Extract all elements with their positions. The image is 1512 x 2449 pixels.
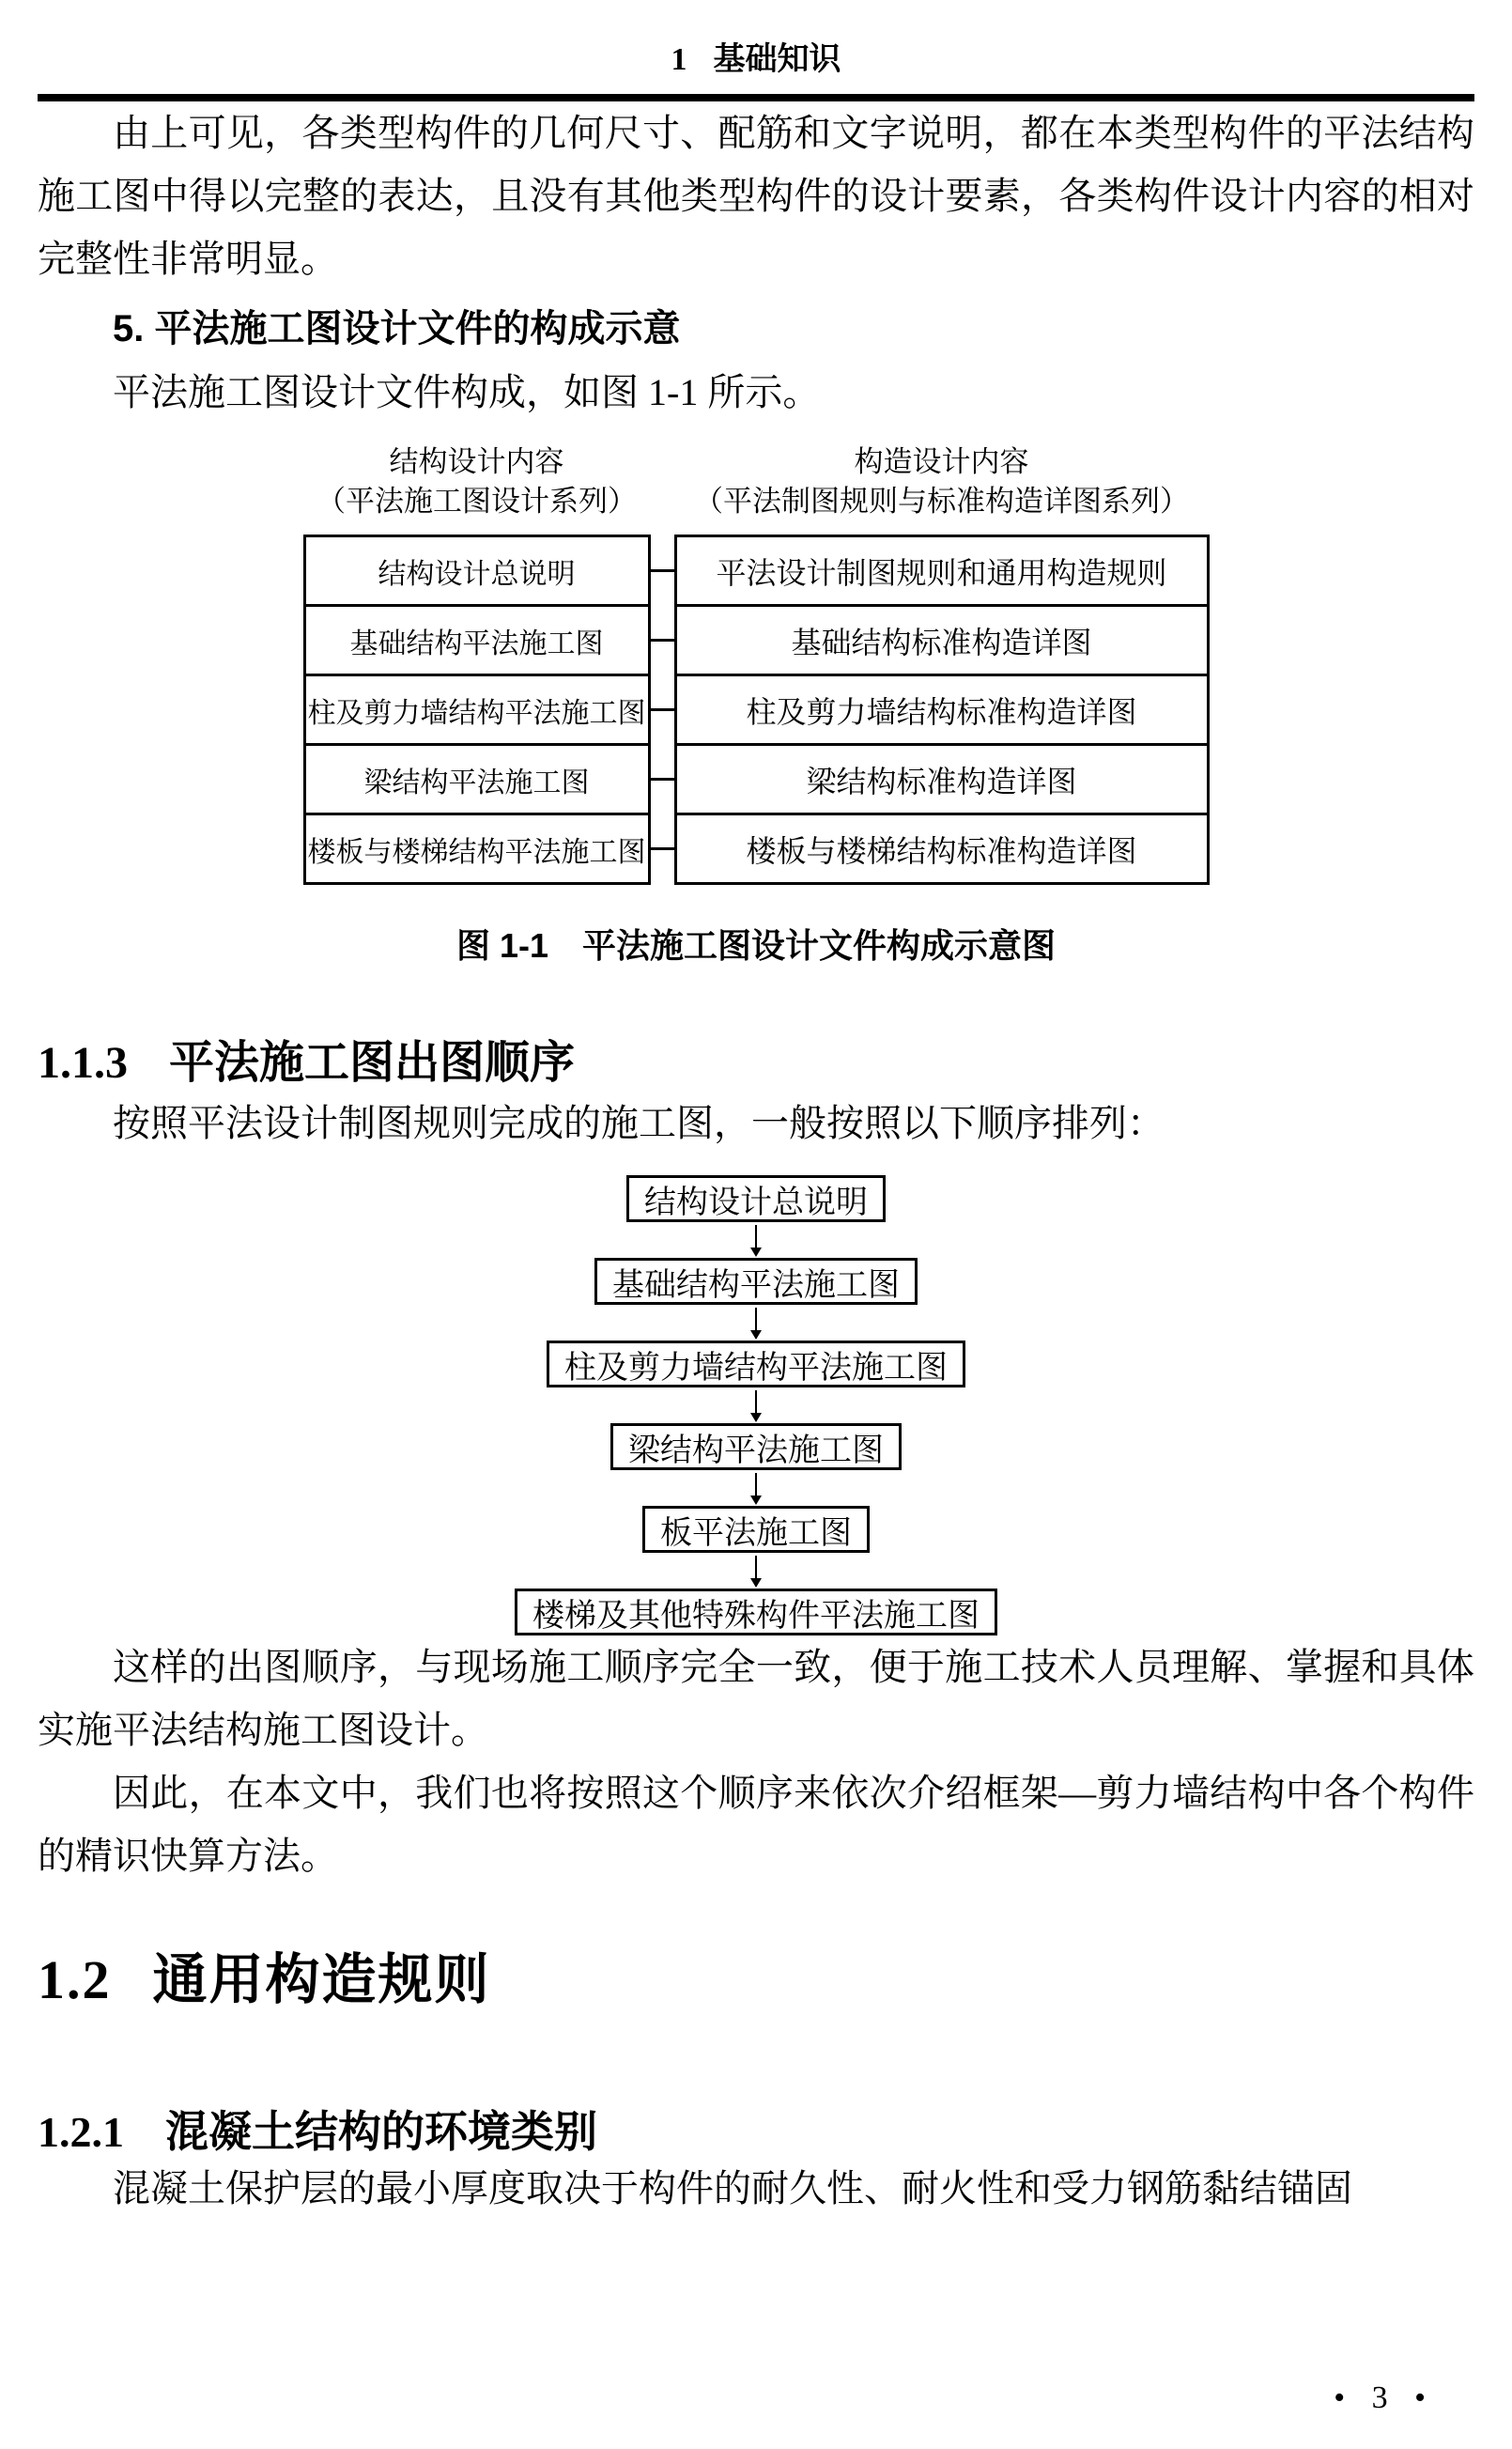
paragraph: 按照平法设计制图规则完成的施工图，一般按照以下顺序排列：: [113, 1102, 1165, 1144]
header-rule: [38, 94, 1474, 101]
figure-connector: [651, 813, 674, 885]
figure-right-box: 平法设计制图规则和通用构造规则: [674, 535, 1210, 607]
down-arrow-icon: [755, 1390, 757, 1415]
section-number: 1.1.3: [38, 1038, 128, 1088]
section-number: 1.2: [38, 1949, 112, 2010]
flowchart-box: 板平法施工图: [642, 1506, 870, 1553]
figure-1-1: [0, 442, 1512, 966]
figure-left-box: 基础结构平法施工图: [303, 604, 651, 676]
figure-left-box: 楼板与楼梯结构平法施工图: [303, 813, 651, 885]
down-arrow-icon: [755, 1308, 757, 1332]
flowchart-box: 基础结构平法施工图: [594, 1258, 918, 1305]
running-header: [38, 0, 1474, 79]
figure-row: [303, 813, 1210, 885]
section-heading-1-2: [38, 1949, 1474, 2011]
down-arrow-icon: [755, 1225, 757, 1249]
paragraph: 平法施工图设计文件构成，如图 1-1 所示。: [113, 371, 821, 413]
paragraph: 由上可见，各类型构件的几何尺寸、配筋和文字说明，都在本类型构件的平法结构施工图中得以完整的表达，且没有其他类型构件的设计要素，各类构件设计内容的相对完整性非常明显。: [38, 112, 1474, 280]
chapter-title: 基础知识: [713, 42, 841, 77]
down-arrow-icon: [755, 1473, 757, 1497]
subheading-5: 5. 平法施工图设计文件的构成示意: [113, 308, 681, 349]
page-number: • 3 •: [1334, 2380, 1435, 2415]
figure-connector: [651, 604, 674, 676]
section-title: 混凝土结构的环境类别: [165, 2107, 597, 2156]
figure-left-header-line1: 结构设计内容: [389, 445, 564, 478]
drawing-order-flowchart: [0, 1175, 1512, 1635]
section-number: 1.2.1: [38, 2108, 124, 2156]
figure-right-box: 楼板与楼梯结构标准构造详图: [674, 813, 1210, 885]
paragraph: 混凝土保护层的最小厚度取决于构件的耐久性、耐火性和受力钢筋黏结锚固: [113, 2167, 1352, 2209]
section-heading-1-2-1: [38, 2107, 1474, 2157]
figure-caption: 图 1-1 平法施工图设计文件构成示意图: [455, 926, 1057, 965]
down-arrow-icon: [755, 1556, 757, 1580]
figure-right-box: 柱及剪力墙结构标准构造详图: [674, 674, 1210, 746]
figure-connector: [651, 535, 674, 607]
flowchart-box: 结构设计总说明: [626, 1175, 886, 1222]
section-title: 通用构造规则: [152, 1949, 491, 2010]
flowchart-box: 柱及剪力墙结构平法施工图: [547, 1341, 965, 1387]
figure-header-gap: [651, 442, 674, 521]
figure-row: [303, 743, 1210, 815]
figure-column-headers: [303, 442, 1210, 521]
flowchart-box: 楼梯及其他特殊构件平法施工图: [515, 1589, 997, 1635]
figure-right-header-line1: 构造设计内容: [854, 445, 1029, 478]
figure-right-box: 基础结构标准构造详图: [674, 604, 1210, 676]
section-heading-1-1-3: [38, 1035, 1474, 1092]
figure-left-column-header: [303, 442, 651, 521]
paragraph: 这样的出图顺序，与现场施工顺序完全一致，便于施工技术人员理解、掌握和具体实施平法结构施工图设计。: [38, 1646, 1474, 1751]
figure-left-box: 结构设计总说明: [303, 535, 651, 607]
figure-left-box: 梁结构平法施工图: [303, 743, 651, 815]
paragraph: 因此，在本文中，我们也将按照这个顺序来依次介绍框架—剪力墙结构中各个构件的精识快算方法。: [38, 1772, 1474, 1877]
section-title: 平法施工图出图顺序: [169, 1038, 576, 1088]
figure-left-box: 柱及剪力墙结构平法施工图: [303, 674, 651, 746]
figure-connector: [651, 743, 674, 815]
figure-row: [303, 535, 1210, 607]
figure-left-header-line2: （平法施工图设计系列）: [316, 485, 637, 518]
figure-right-column-header: [674, 442, 1210, 521]
figure-connector: [651, 674, 674, 746]
chapter-number: 1: [671, 42, 687, 77]
flowchart-box: 梁结构平法施工图: [610, 1423, 902, 1470]
figure-row: [303, 604, 1210, 676]
figure-row: [303, 674, 1210, 746]
figure-box-rows: [303, 535, 1210, 885]
figure-right-box: 梁结构标准构造详图: [674, 743, 1210, 815]
figure-right-header-line2: （平法制图规则与标准构造详图系列）: [694, 485, 1189, 518]
